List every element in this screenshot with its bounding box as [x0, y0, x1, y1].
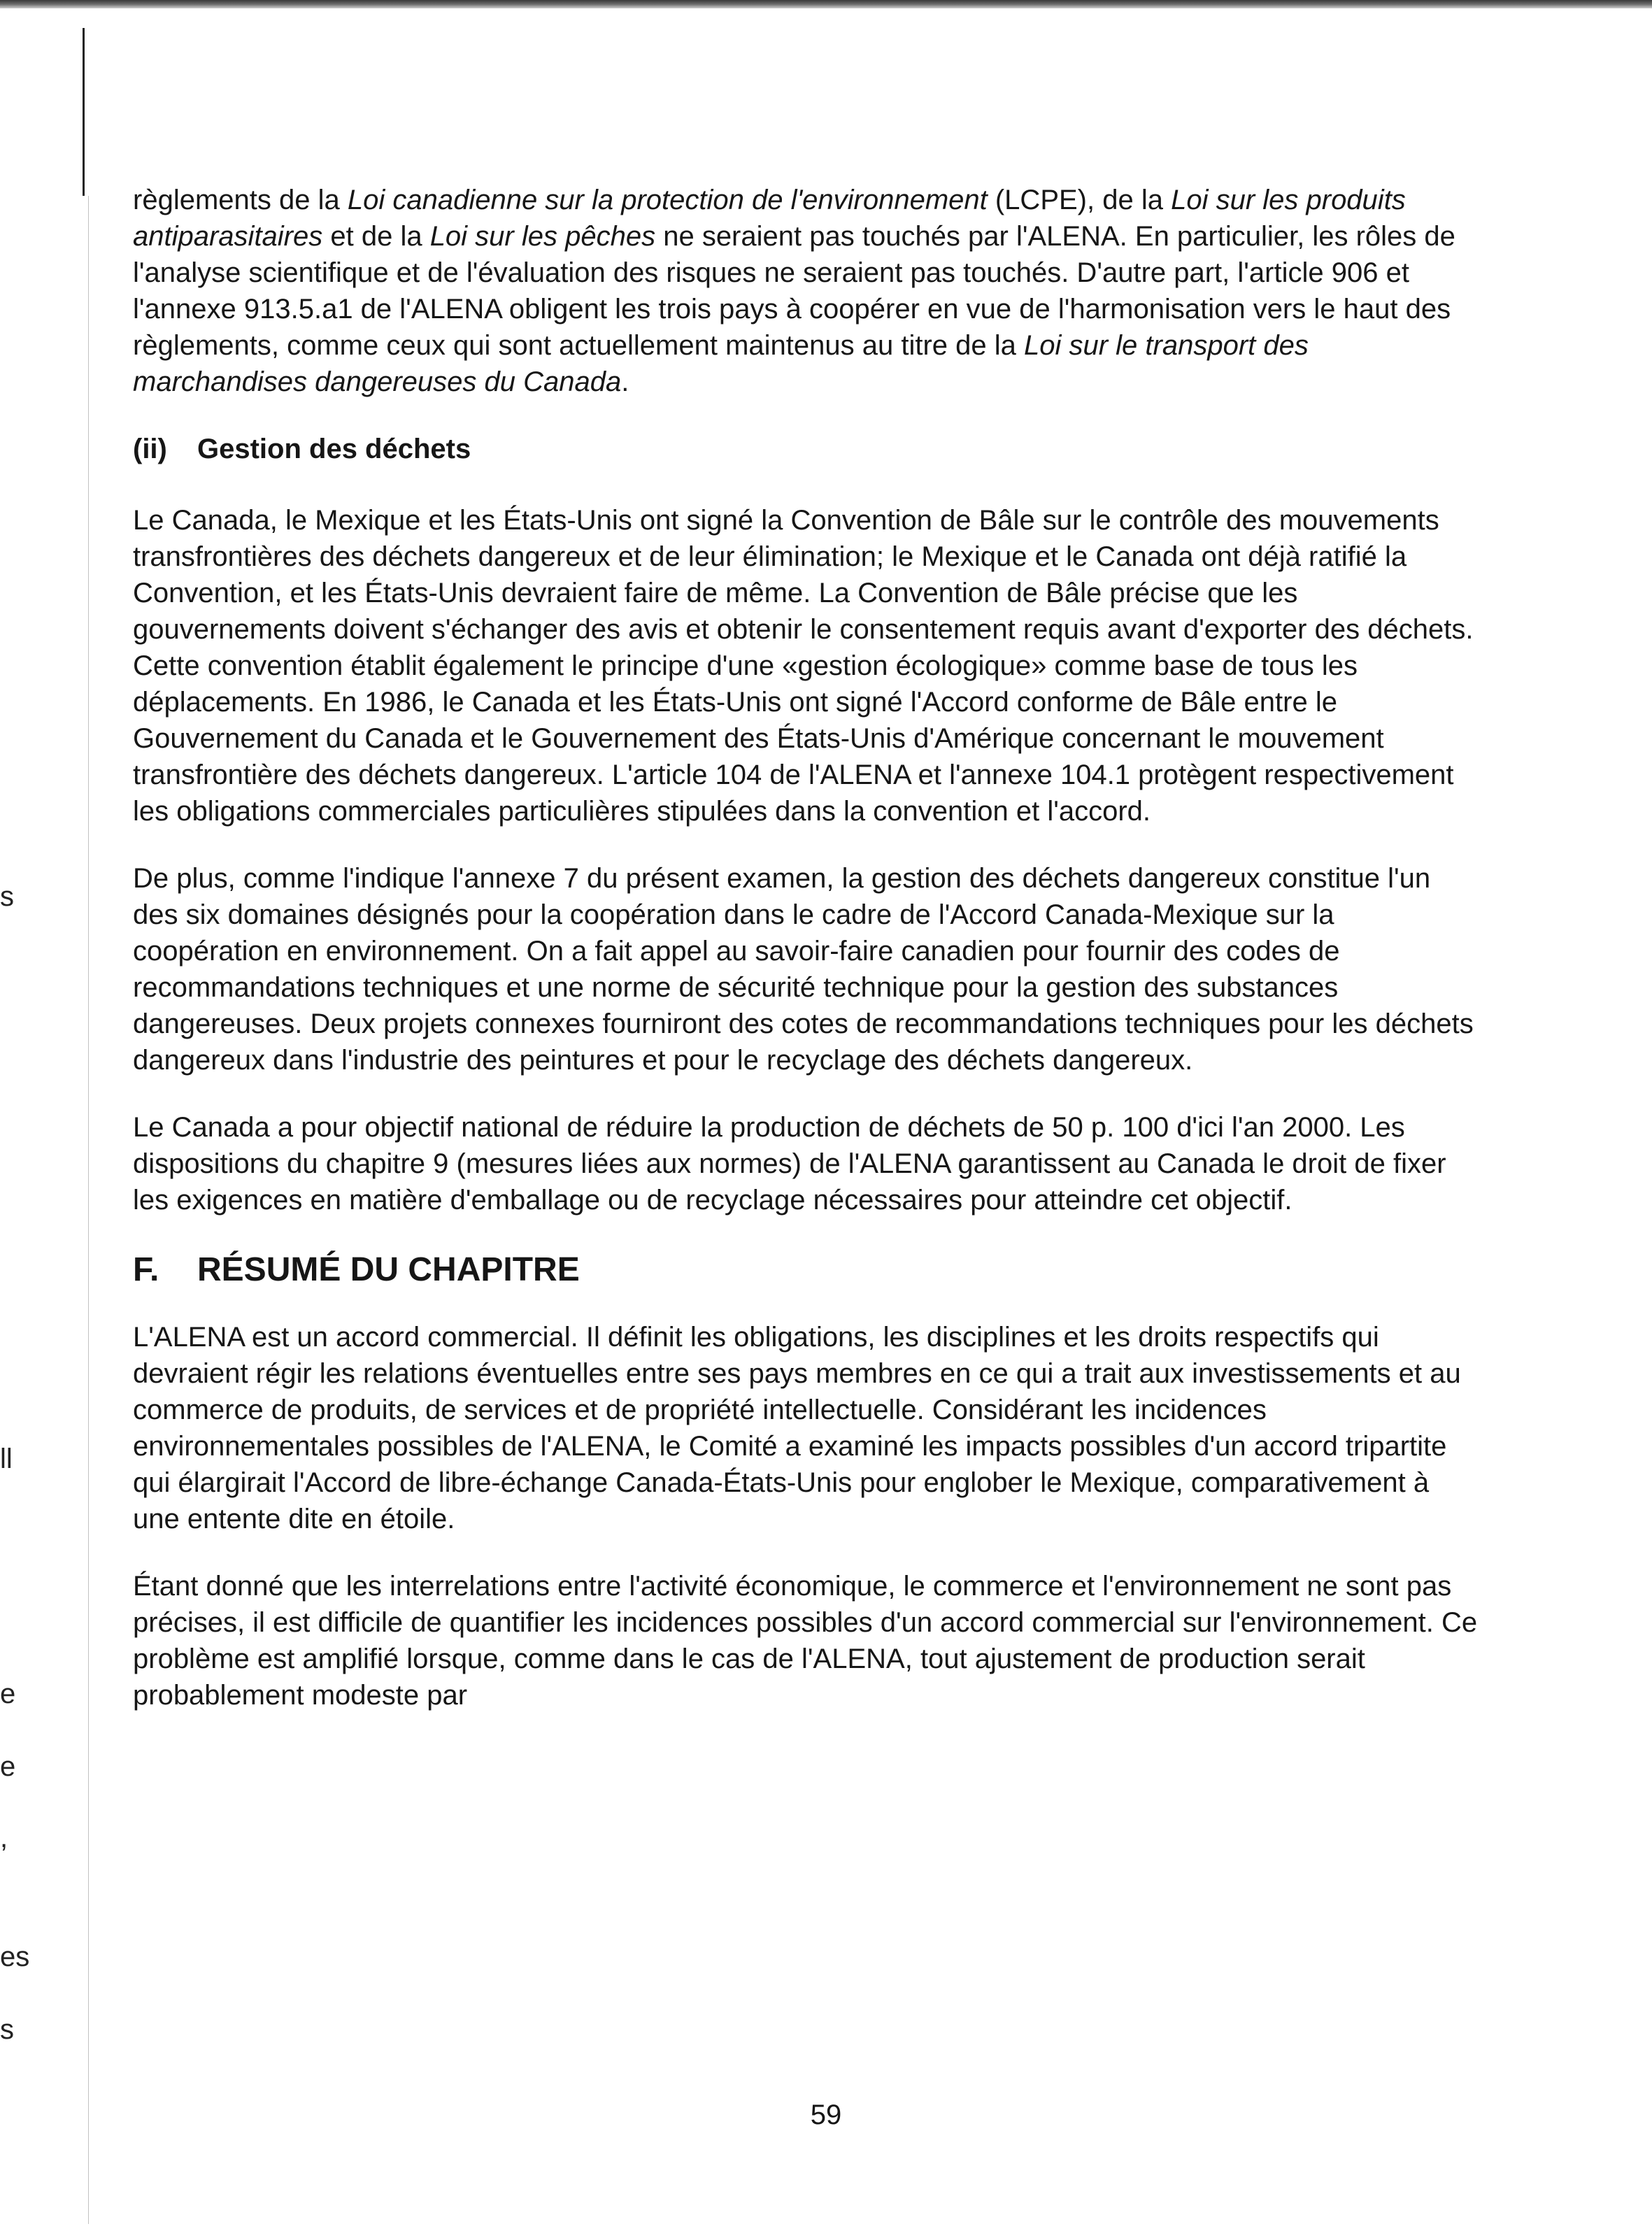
- margin-fragment: e: [0, 1751, 16, 1782]
- subsection-heading: [133, 431, 1483, 467]
- text-run: règlements de la: [133, 185, 348, 215]
- margin-fragment: s: [0, 881, 14, 912]
- italic-law-title: Loi sur le transport des marchandises dangereuses du Canada: [133, 330, 1309, 397]
- section-heading: [133, 1249, 1483, 1291]
- text-run: et de la: [322, 221, 430, 252]
- margin-fragment: e: [0, 1678, 16, 1709]
- margin-fragment: ll: [0, 1444, 13, 1474]
- binder-mark: [83, 28, 85, 196]
- text-run: (LCPE), de la: [987, 185, 1172, 215]
- italic-law-title: Loi sur les pêches: [429, 221, 656, 252]
- binder-shadow-line: [88, 196, 89, 2224]
- page-number: 59: [810, 2100, 842, 2130]
- text-run: ne seraient pas touchés par l'ALENA. En particulier, les rôles de l'analyse scientifique et de l'évaluation des risques ne seraient pas touchés. D'autre part, l'article 906 et l'annexe 913.5.a1 de l'ALENA obligent les trois pays à coopérer en vue de l'harmonisation vers le haut des règlements, comme ceux qui sont actuellement maintenus au titre de la: [133, 221, 1455, 361]
- text-run: .: [621, 366, 629, 397]
- subsection-title: Gestion des déchets: [197, 434, 471, 464]
- margin-fragment: s: [0, 2014, 14, 2045]
- italic-law-title: Loi sur les produits antiparasitaires: [133, 185, 1406, 252]
- section-title: RÉSUMÉ DU CHAPITRE: [197, 1251, 580, 1288]
- paragraph-hazardous-waste: De plus, comme l'indique l'annexe 7 du présent examen, la gestion des déchets dangereux constitue l'un des six domaines désignés pour la coopération dans le cadre de l'Accord Canada-Mexique sur la coopération en environnement. On a fait appel au savoir-faire canadien pour fournir des codes de recommandations techniques et une norme de sécurité technique pour la gestion des substances dangereuses. Deux projets connexes fourniront des cotes de recommandations techniques pour les déchets dangereux dans l'industrie des peintures et pour le recyclage des déchets dangereux.: [133, 863, 1474, 1076]
- paragraph-waste-reduction: Le Canada a pour objectif national de réduire la production de déchets de 50 p. 100 d'ici l'an 2000. Les dispositions du chapitre 9 (mesures liées aux normes) de l'ALENA garantissent au Canada le droit de fixer les exigences en matière d'emballage ou de recyclage nécessaires pour atteindre cet objectif.: [133, 1112, 1446, 1216]
- margin-fragment: ,: [0, 1823, 8, 1853]
- scan-top-edge: [0, 0, 1652, 8]
- paragraph-alena-summary: L'ALENA est un accord commercial. Il définit les obligations, les disciplines et les droits respectifs qui devraient régir les relations éventuelles entre ses pays membres en ce qui a trait aux investissements et au commerce de produits, de services et de propriété intellectuelle. Considérant les incidences environnementales possibles de l'ALENA, le Comité a examiné les impacts possibles d'un accord tripartite qui élargirait l'Accord de libre-échange Canada-États-Unis pour englober le Mexique, comparativement à une entente dite en étoile.: [133, 1322, 1461, 1534]
- page-content: [133, 182, 1483, 1744]
- margin-fragment: es: [0, 1941, 30, 1972]
- paragraph-regulations: [133, 182, 1483, 400]
- section-letter: F.: [133, 1251, 159, 1288]
- paragraph-environment-impacts: Étant donné que les interrelations entre l'activité économique, le commerce et l'environnement ne sont pas précises, il est difficile de quantifier les incidences possibles d'un accord commercial sur l'environnement. Ce problème est amplifié lorsque, comme dans le cas de l'ALENA, tout ajustement de production serait probablement modeste par: [133, 1571, 1478, 1711]
- italic-law-title: Loi canadienne sur la protection de l'environnement: [347, 185, 988, 215]
- paragraph-basel-convention: Le Canada, le Mexique et les États-Unis ont signé la Convention de Bâle sur le contrôle des mouvements transfrontières des déchets dangereux et de leur élimination; le Mexique et le Canada ont déjà ratifié la Convention, et les États-Unis devraient faire de même. La Convention de Bâle précise que les gouvernements doivent s'échanger des avis et obtenir le consentement requis avant d'exporter des déchets. Cette convention établit également le principe d'une «gestion écologique» comme base de tous les déplacements. En 1986, le Canada et les États-Unis ont signé l'Accord conforme de Bâle entre le Gouvernement du Canada et le Gouvernement des États-Unis d'Amérique concernant le mouvement transfrontière des déchets dangereux. L'article 104 de l'ALENA et l'annexe 104.1 protègent respectivement les obligations commerciales particulières stipulées dans la convention et l'accord.: [133, 505, 1474, 827]
- subsection-number: (ii): [133, 434, 167, 464]
